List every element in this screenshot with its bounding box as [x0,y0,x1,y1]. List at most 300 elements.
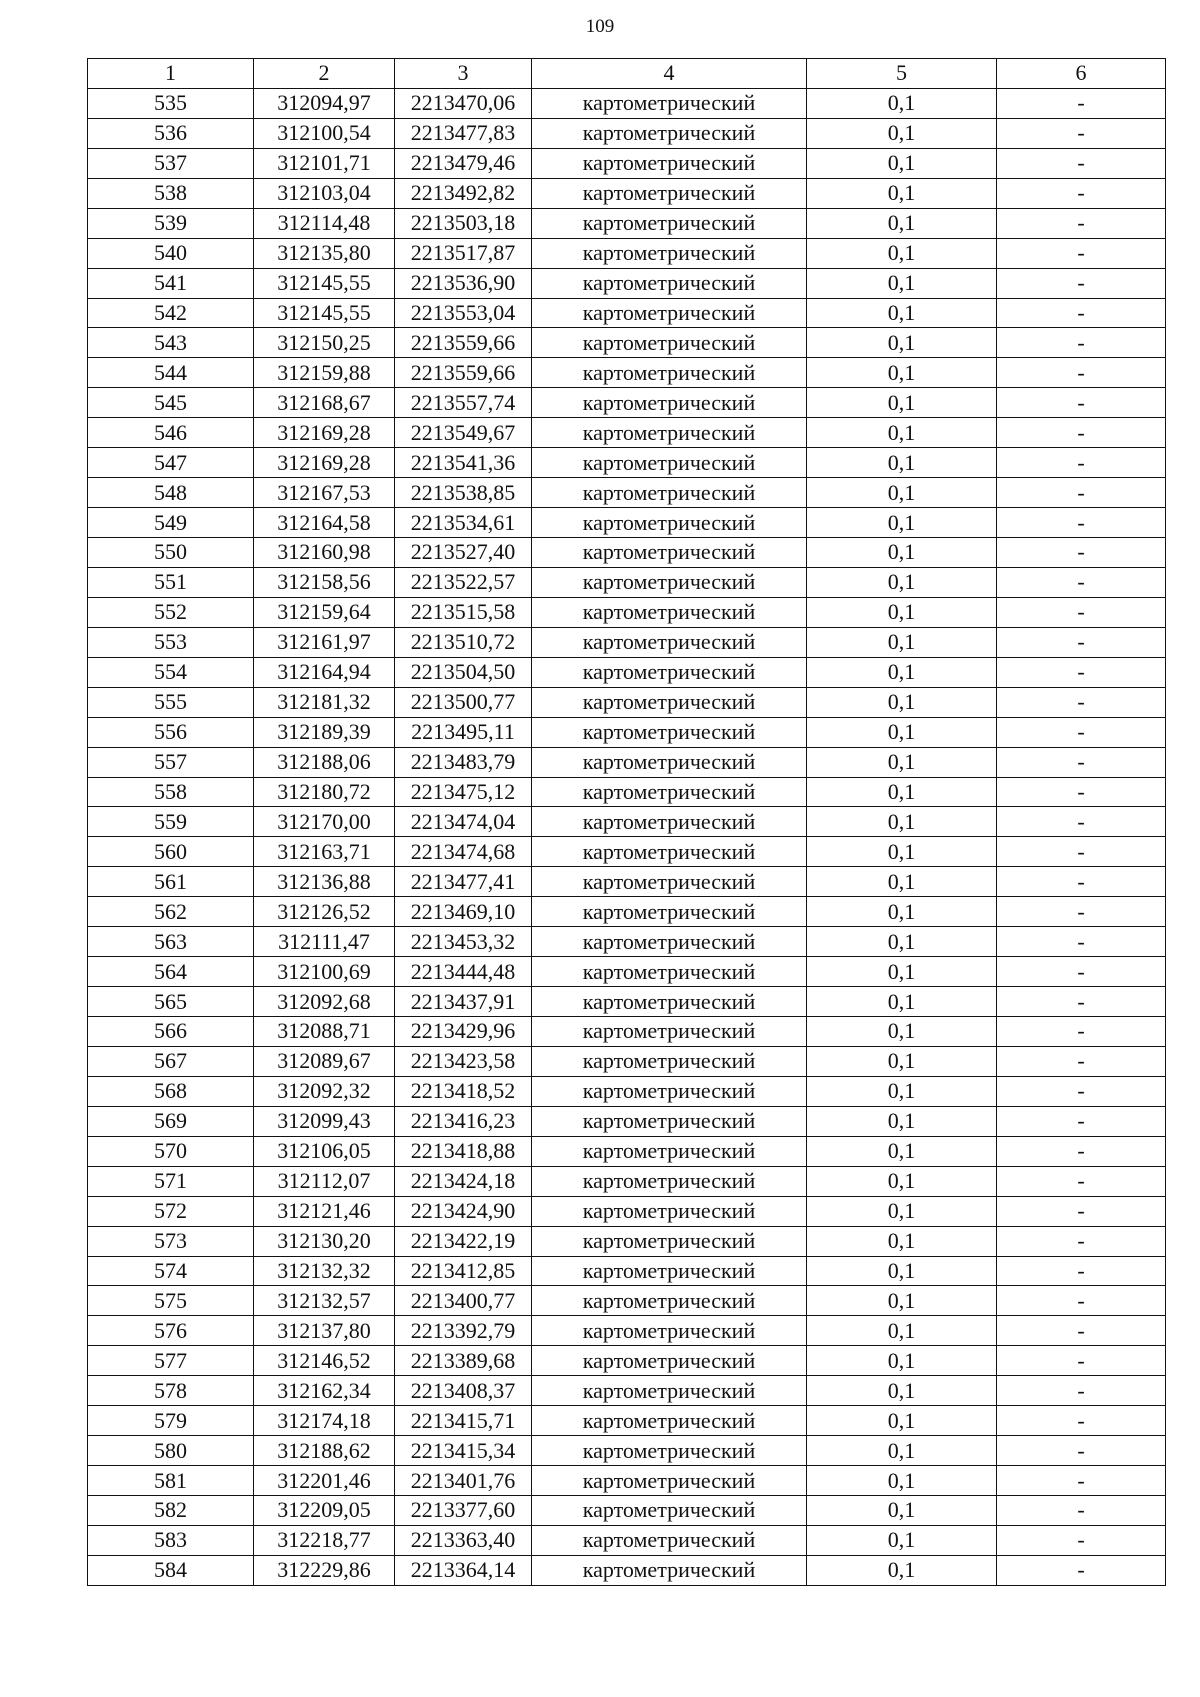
description-cell: - [997,328,1166,358]
y-coordinate-cell: 2213415,34 [395,1436,532,1466]
header-cell-3: 3 [395,59,532,89]
description-cell: - [997,1376,1166,1406]
y-coordinate-cell: 2213534,61 [395,508,532,538]
point-number-cell: 537 [88,148,254,178]
description-cell: - [997,627,1166,657]
description-cell: - [997,1286,1166,1316]
table-row [88,148,1166,178]
method-cell: картометрический [532,1316,807,1346]
x-coordinate-cell: 312145,55 [254,298,395,328]
table-row [88,1496,1166,1526]
point-number-cell: 576 [88,1316,254,1346]
accuracy-cell: 0,1 [807,538,997,568]
x-coordinate-cell: 312100,54 [254,118,395,148]
point-number-cell: 536 [88,118,254,148]
y-coordinate-cell: 2213477,41 [395,867,532,897]
description-cell: - [997,118,1166,148]
accuracy-cell: 0,1 [807,1555,997,1585]
y-coordinate-cell: 2213408,37 [395,1376,532,1406]
table-row [88,1316,1166,1346]
accuracy-cell: 0,1 [807,1286,997,1316]
description-cell: - [997,178,1166,208]
accuracy-cell: 0,1 [807,1226,997,1256]
x-coordinate-cell: 312167,53 [254,478,395,508]
y-coordinate-cell: 2213492,82 [395,178,532,208]
point-number-cell: 580 [88,1436,254,1466]
method-cell: картометрический [532,1555,807,1585]
x-coordinate-cell: 312094,97 [254,88,395,118]
method-cell: картометрический [532,1136,807,1166]
method-cell: картометрический [532,897,807,927]
method-cell: картометрический [532,238,807,268]
accuracy-cell: 0,1 [807,747,997,777]
table-row [88,1046,1166,1076]
method-cell: картометрический [532,1046,807,1076]
x-coordinate-cell: 312168,67 [254,388,395,418]
x-coordinate-cell: 312158,56 [254,567,395,597]
y-coordinate-cell: 2213470,06 [395,88,532,118]
point-number-cell: 574 [88,1256,254,1286]
description-cell: - [997,1316,1166,1346]
x-coordinate-cell: 312174,18 [254,1406,395,1436]
y-coordinate-cell: 2213538,85 [395,478,532,508]
x-coordinate-cell: 312089,67 [254,1046,395,1076]
method-cell: картометрический [532,627,807,657]
table-row [88,1166,1166,1196]
table-row [88,927,1166,957]
y-coordinate-cell: 2213453,32 [395,927,532,957]
x-coordinate-cell: 312163,71 [254,837,395,867]
accuracy-cell: 0,1 [807,897,997,927]
description-cell: - [997,448,1166,478]
point-number-cell: 557 [88,747,254,777]
point-number-cell: 568 [88,1076,254,1106]
y-coordinate-cell: 2213401,76 [395,1466,532,1496]
table-row [88,717,1166,747]
y-coordinate-cell: 2213475,12 [395,777,532,807]
x-coordinate-cell: 312112,07 [254,1166,395,1196]
point-number-cell: 578 [88,1376,254,1406]
point-number-cell: 543 [88,328,254,358]
method-cell: картометрический [532,358,807,388]
table-row [88,1076,1166,1106]
point-number-cell: 558 [88,777,254,807]
accuracy-cell: 0,1 [807,807,997,837]
description-cell: - [997,1496,1166,1526]
description-cell: - [997,1256,1166,1286]
point-number-cell: 554 [88,657,254,687]
y-coordinate-cell: 2213412,85 [395,1256,532,1286]
y-coordinate-cell: 2213536,90 [395,268,532,298]
method-cell: картометрический [532,328,807,358]
y-coordinate-cell: 2213474,04 [395,807,532,837]
method-cell: картометрический [532,298,807,328]
method-cell: картометрический [532,657,807,687]
method-cell: картометрический [532,1226,807,1256]
accuracy-cell: 0,1 [807,478,997,508]
table-header [88,59,1166,89]
point-number-cell: 555 [88,687,254,717]
method-cell: картометрический [532,1106,807,1136]
description-cell: - [997,238,1166,268]
y-coordinate-cell: 2213416,23 [395,1106,532,1136]
point-number-cell: 562 [88,897,254,927]
table-row [88,987,1166,1017]
y-coordinate-cell: 2213517,87 [395,238,532,268]
point-number-cell: 546 [88,418,254,448]
method-cell: картометрический [532,1346,807,1376]
point-number-cell: 579 [88,1406,254,1436]
table-row [88,478,1166,508]
method-cell: картометрический [532,867,807,897]
accuracy-cell: 0,1 [807,178,997,208]
description-cell: - [997,148,1166,178]
y-coordinate-cell: 2213422,19 [395,1226,532,1256]
method-cell: картометрический [532,268,807,298]
description-cell: - [997,777,1166,807]
description-cell: - [997,987,1166,1017]
point-number-cell: 561 [88,867,254,897]
y-coordinate-cell: 2213437,91 [395,987,532,1017]
accuracy-cell: 0,1 [807,148,997,178]
accuracy-cell: 0,1 [807,1046,997,1076]
point-number-cell: 559 [88,807,254,837]
accuracy-cell: 0,1 [807,1256,997,1286]
description-cell: - [997,1046,1166,1076]
accuracy-cell: 0,1 [807,508,997,538]
y-coordinate-cell: 2213515,58 [395,597,532,627]
method-cell: картометрический [532,538,807,568]
x-coordinate-cell: 312130,20 [254,1226,395,1256]
accuracy-cell: 0,1 [807,388,997,418]
x-coordinate-cell: 312201,46 [254,1466,395,1496]
description-cell: - [997,1136,1166,1166]
accuracy-cell: 0,1 [807,1466,997,1496]
table-row [88,1406,1166,1436]
method-cell: картометрический [532,1466,807,1496]
method-cell: картометрический [532,448,807,478]
table-row [88,448,1166,478]
accuracy-cell: 0,1 [807,1136,997,1166]
table-row [88,1196,1166,1226]
method-cell: картометрический [532,478,807,508]
accuracy-cell: 0,1 [807,1316,997,1346]
accuracy-cell: 0,1 [807,687,997,717]
table-row [88,268,1166,298]
coordinates-table [87,58,1166,1586]
point-number-cell: 538 [88,178,254,208]
x-coordinate-cell: 312159,88 [254,358,395,388]
description-cell: - [997,418,1166,448]
x-coordinate-cell: 312106,05 [254,1136,395,1166]
point-number-cell: 572 [88,1196,254,1226]
table-row [88,957,1166,987]
table-row [88,1525,1166,1555]
point-number-cell: 571 [88,1166,254,1196]
x-coordinate-cell: 312136,88 [254,867,395,897]
table-row [88,1436,1166,1466]
method-cell: картометрический [532,1436,807,1466]
y-coordinate-cell: 2213424,90 [395,1196,532,1226]
point-number-cell: 565 [88,987,254,1017]
table-row [88,597,1166,627]
header-cell-2: 2 [254,59,395,89]
point-number-cell: 552 [88,597,254,627]
x-coordinate-cell: 312169,28 [254,448,395,478]
accuracy-cell: 0,1 [807,1106,997,1136]
method-cell: картометрический [532,1496,807,1526]
x-coordinate-cell: 312161,97 [254,627,395,657]
point-number-cell: 581 [88,1466,254,1496]
method-cell: картометрический [532,987,807,1017]
accuracy-cell: 0,1 [807,627,997,657]
x-coordinate-cell: 312101,71 [254,148,395,178]
x-coordinate-cell: 312159,64 [254,597,395,627]
description-cell: - [997,687,1166,717]
point-number-cell: 535 [88,88,254,118]
description-cell: - [997,957,1166,987]
table-row [88,657,1166,687]
accuracy-cell: 0,1 [807,448,997,478]
description-cell: - [997,1106,1166,1136]
method-cell: картометрический [532,777,807,807]
x-coordinate-cell: 312146,52 [254,1346,395,1376]
y-coordinate-cell: 2213377,60 [395,1496,532,1526]
method-cell: картометрический [532,927,807,957]
description-cell: - [997,807,1166,837]
accuracy-cell: 0,1 [807,268,997,298]
y-coordinate-cell: 2213477,83 [395,118,532,148]
y-coordinate-cell: 2213557,74 [395,388,532,418]
point-number-cell: 542 [88,298,254,328]
accuracy-cell: 0,1 [807,298,997,328]
point-number-cell: 556 [88,717,254,747]
y-coordinate-cell: 2213504,50 [395,657,532,687]
x-coordinate-cell: 312160,98 [254,538,395,568]
header-cell-6: 6 [997,59,1166,89]
description-cell: - [997,657,1166,687]
accuracy-cell: 0,1 [807,328,997,358]
table-row [88,777,1166,807]
table-row [88,1376,1166,1406]
table-row [88,1256,1166,1286]
y-coordinate-cell: 2213510,72 [395,627,532,657]
table-row [88,418,1166,448]
table-row [88,1106,1166,1136]
description-cell: - [997,1525,1166,1555]
accuracy-cell: 0,1 [807,238,997,268]
method-cell: картометрический [532,178,807,208]
method-cell: картометрический [532,1525,807,1555]
point-number-cell: 575 [88,1286,254,1316]
point-number-cell: 566 [88,1017,254,1047]
accuracy-cell: 0,1 [807,1017,997,1047]
accuracy-cell: 0,1 [807,1436,997,1466]
header-cell-4: 4 [532,59,807,89]
point-number-cell: 551 [88,567,254,597]
table-row [88,627,1166,657]
method-cell: картометрический [532,1286,807,1316]
description-cell: - [997,837,1166,867]
description-cell: - [997,867,1166,897]
point-number-cell: 563 [88,927,254,957]
header-cell-5: 5 [807,59,997,89]
point-number-cell: 544 [88,358,254,388]
method-cell: картометрический [532,1076,807,1106]
table-row [88,508,1166,538]
method-cell: картометрический [532,1196,807,1226]
accuracy-cell: 0,1 [807,597,997,627]
point-number-cell: 583 [88,1525,254,1555]
x-coordinate-cell: 312181,32 [254,687,395,717]
accuracy-cell: 0,1 [807,867,997,897]
method-cell: картометрический [532,597,807,627]
accuracy-cell: 0,1 [807,777,997,807]
table-row [88,867,1166,897]
description-cell: - [997,1555,1166,1585]
point-number-cell: 567 [88,1046,254,1076]
point-number-cell: 549 [88,508,254,538]
description-cell: - [997,88,1166,118]
method-cell: картометрический [532,508,807,538]
method-cell: картометрический [532,1017,807,1047]
y-coordinate-cell: 2213364,14 [395,1555,532,1585]
point-number-cell: 570 [88,1136,254,1166]
table-row [88,178,1166,208]
method-cell: картометрический [532,567,807,597]
method-cell: картометрический [532,118,807,148]
table-row [88,358,1166,388]
accuracy-cell: 0,1 [807,1196,997,1226]
x-coordinate-cell: 312103,04 [254,178,395,208]
y-coordinate-cell: 2213559,66 [395,328,532,358]
accuracy-cell: 0,1 [807,927,997,957]
table-row [88,897,1166,927]
accuracy-cell: 0,1 [807,657,997,687]
y-coordinate-cell: 2213553,04 [395,298,532,328]
accuracy-cell: 0,1 [807,1525,997,1555]
x-coordinate-cell: 312189,39 [254,717,395,747]
point-number-cell: 573 [88,1226,254,1256]
description-cell: - [997,1076,1166,1106]
description-cell: - [997,1436,1166,1466]
y-coordinate-cell: 2213469,10 [395,897,532,927]
x-coordinate-cell: 312169,28 [254,418,395,448]
method-cell: картометрический [532,717,807,747]
description-cell: - [997,268,1166,298]
accuracy-cell: 0,1 [807,1496,997,1526]
point-number-cell: 541 [88,268,254,298]
method-cell: картометрический [532,957,807,987]
table-row [88,238,1166,268]
x-coordinate-cell: 312150,25 [254,328,395,358]
description-cell: - [997,717,1166,747]
point-number-cell: 547 [88,448,254,478]
y-coordinate-cell: 2213389,68 [395,1346,532,1376]
table-row [88,1226,1166,1256]
description-cell: - [997,1466,1166,1496]
x-coordinate-cell: 312170,00 [254,807,395,837]
table-row [88,567,1166,597]
description-cell: - [997,927,1166,957]
x-coordinate-cell: 312135,80 [254,238,395,268]
y-coordinate-cell: 2213549,67 [395,418,532,448]
y-coordinate-cell: 2213424,18 [395,1166,532,1196]
y-coordinate-cell: 2213474,68 [395,837,532,867]
x-coordinate-cell: 312132,57 [254,1286,395,1316]
method-cell: картометрический [532,418,807,448]
description-cell: - [997,1166,1166,1196]
description-cell: - [997,508,1166,538]
point-number-cell: 539 [88,208,254,238]
accuracy-cell: 0,1 [807,1346,997,1376]
description-cell: - [997,1346,1166,1376]
y-coordinate-cell: 2213444,48 [395,957,532,987]
accuracy-cell: 0,1 [807,208,997,238]
x-coordinate-cell: 312180,72 [254,777,395,807]
accuracy-cell: 0,1 [807,1166,997,1196]
method-cell: картометрический [532,1376,807,1406]
x-coordinate-cell: 312164,58 [254,508,395,538]
x-coordinate-cell: 312162,34 [254,1376,395,1406]
description-cell: - [997,1196,1166,1226]
table-row [88,118,1166,148]
description-cell: - [997,567,1166,597]
table-row [88,388,1166,418]
y-coordinate-cell: 2213479,46 [395,148,532,178]
x-coordinate-cell: 312229,86 [254,1555,395,1585]
point-number-cell: 545 [88,388,254,418]
table-row [88,1346,1166,1376]
point-number-cell: 548 [88,478,254,508]
method-cell: картометрический [532,1166,807,1196]
method-cell: картометрический [532,388,807,418]
accuracy-cell: 0,1 [807,118,997,148]
accuracy-cell: 0,1 [807,88,997,118]
y-coordinate-cell: 2213400,77 [395,1286,532,1316]
description-cell: - [997,388,1166,418]
x-coordinate-cell: 312145,55 [254,268,395,298]
y-coordinate-cell: 2213559,66 [395,358,532,388]
x-coordinate-cell: 312099,43 [254,1106,395,1136]
y-coordinate-cell: 2213363,40 [395,1525,532,1555]
accuracy-cell: 0,1 [807,1076,997,1106]
x-coordinate-cell: 312114,48 [254,208,395,238]
x-coordinate-cell: 312188,62 [254,1436,395,1466]
y-coordinate-cell: 2213418,52 [395,1076,532,1106]
description-cell: - [997,358,1166,388]
table-row [88,328,1166,358]
y-coordinate-cell: 2213418,88 [395,1136,532,1166]
table-row [88,538,1166,568]
y-coordinate-cell: 2213527,40 [395,538,532,568]
x-coordinate-cell: 312218,77 [254,1525,395,1555]
table-row [88,837,1166,867]
description-cell: - [997,538,1166,568]
method-cell: картометрический [532,1256,807,1286]
method-cell: картометрический [532,747,807,777]
method-cell: картометрический [532,88,807,118]
accuracy-cell: 0,1 [807,358,997,388]
description-cell: - [997,897,1166,927]
x-coordinate-cell: 312209,05 [254,1496,395,1526]
y-coordinate-cell: 2213392,79 [395,1316,532,1346]
point-number-cell: 540 [88,238,254,268]
table-row [88,208,1166,238]
x-coordinate-cell: 312164,94 [254,657,395,687]
description-cell: - [997,597,1166,627]
x-coordinate-cell: 312121,46 [254,1196,395,1226]
